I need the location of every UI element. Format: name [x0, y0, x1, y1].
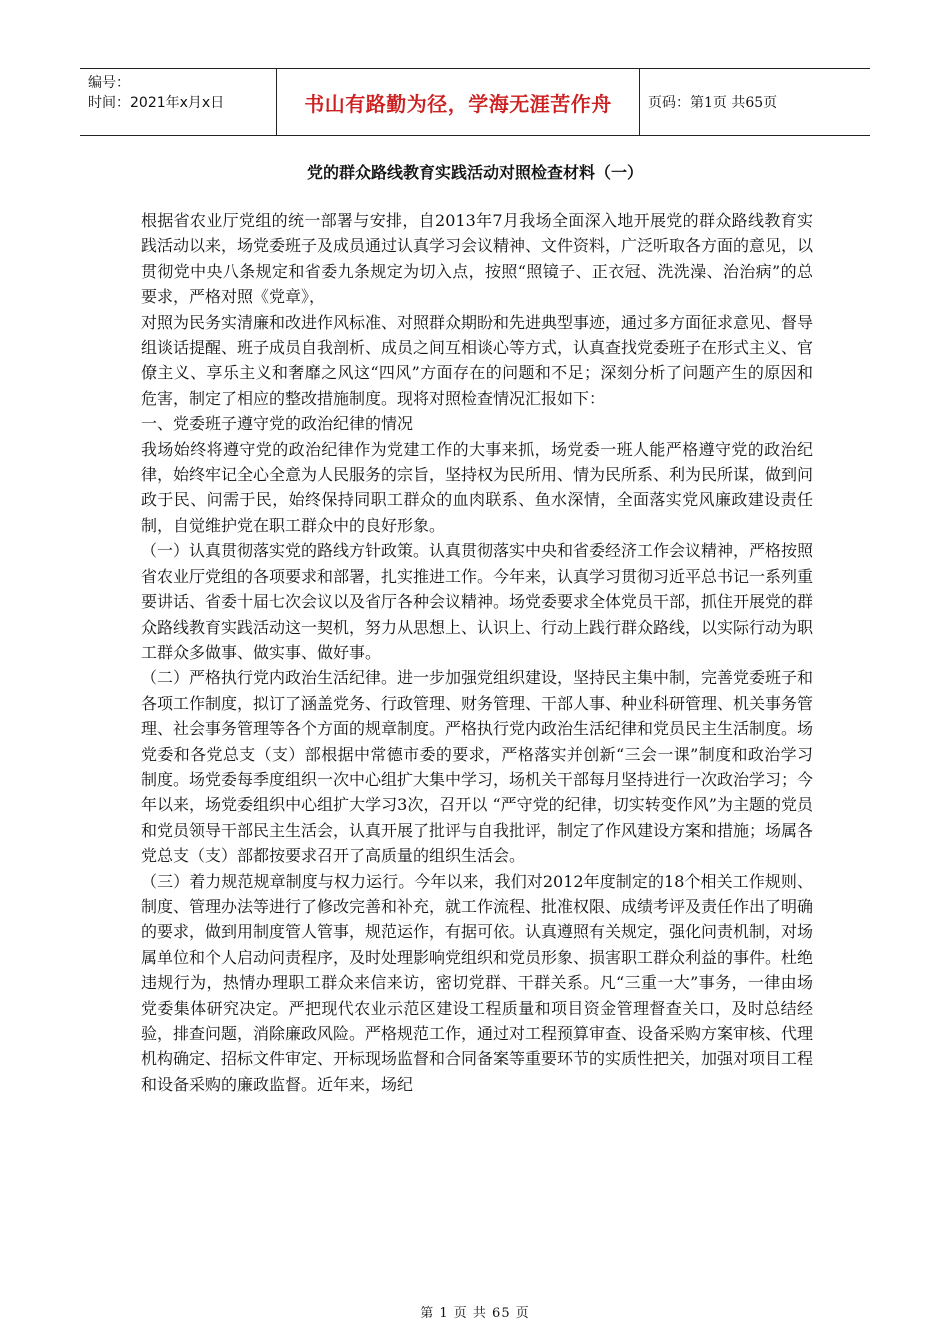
paragraph-section-1: 我场始终将遵守党的政治纪律作为党建工作的大事来抓，场党委一班人能严格遵守党的政治纪律，始终牢记全心全意为人民服务的宗旨，坚持权为民所用、情为民所系、利为民所谋，做到问政于民、问需于民，始终保持同职工群众的血肉联系、鱼水深情，全面落实党风廉政建设责任制，自觉维护党在职工群众中的良好形象。 [141, 439, 814, 535]
document-number: 编号： [88, 75, 130, 91]
document-date: 时间：2021年x月x日 [88, 95, 225, 111]
paragraph-subsection-2: （二）严格执行党内政治生活纪律。进一步加强党组织建设，坚持民主集中制，完善党委班子和各项工作制度，拟订了涵盖党务、行政管理、财务管理、干部人事、种业科研管理、机关事务管理、社会事务管理等各个方面的规章制度。严格执行党内政治生活纪律和党员民主生活制度。场党委和各党总支（支）部根据中常德市委的要求，严格落实并创新“三会一课”制度和政治学习制度。场党委每季度组织一次中心组扩大集中学习，场机关干部每月坚持进行一次政治学习；今年以来，场党委组织中心组扩大学习3次，召开以 “严守党的纪律，切实转变作风”为主题的党员和党员领导干部民主生活会，认真开展了批评与自我批评，制定了作风建设方案和措施；场属各党总支（支）部都按要求召开了高质量的组织生活会。 [141, 668, 814, 866]
paragraph-subsection-1: （一）认真贯彻落实党的路线方针政策。认真贯彻落实中央和省委经济工作会议精神，严格按照省农业厅党组的各项要求和部署，扎实推进工作。今年来，认真学习贯彻习近平总书记一系列重要讲话、省委十届七次会议以及省厅各种会议精神。场党委要求全体党员干部，抓住开展党的群众路线教育实践活动这一契机，努力从思想上、认识上、行动上践行群众路线，以实际行动为职工群众多做事、做实事、做好事。 [141, 541, 814, 662]
document-body [141, 208, 813, 1097]
document-title: 党的群众路线教育实践活动对照检查材料（一） [306, 163, 643, 182]
paragraph-subsection-3: （三）着力规范规章制度与权力运行。今年以来，我们对2012年度制定的18个相关工作规则、制度、管理办法等进行了修改完善和补充，就工作流程、批准权限、成绩考评及责任作出了明确的要求，做到用制度管人管事，规范运作，有据可依。认真遵照有关规定，强化问责机制，对场属单位和个人启动问责程序，及时处理影响党组织和党员形象、损害职工群众利益的事件。杜绝违规行为，热情办理职工群众来信来访，密切党群、干群关系。凡“三重一大”事务，一律由场党委集体研究决定。严把现代农业示范区建设工程质量和项目资金管理督查关口，及时总结经验，排查问题，消除廉政风险。严格规范工作，通过对工程预算审查、设备采购方案审核、代理机构确定、招标文件审定、开标现场监督和合同备案等重要环节的实质性把关，加强对项目工程和设备采购的廉政监督。近年来，场纪 [141, 871, 814, 1094]
paragraph-intro-continued: 对照为民务实清廉和改进作风标准、对照群众期盼和先进典型事迹，通过多方面征求意见、督导组谈话提醒、班子成员自我剖析、成员之间互相谈心等方式，认真查找党委班子在形式主义、官僚主义、享乐主义和奢靡之风这“四风”方面存在的问题和不足；深刻分析了问题产生的原因和危害，制定了相应的整改措施制度。现将对照检查情况汇报如下： [141, 312, 814, 408]
paragraph-intro: 根据省农业厅党组的统一部署与安排，自2013年7月我场全面深入地开展党的群众路线教育实践活动以来，场党委班子及成员通过认真学习会议精神、文件资料，广泛听取各方面的意见，以贯彻党中央八条规定和省委九条规定为切入点，按照“照镜子、正衣冠、洗洗澡、治治病”的总要求，严格对照《党章》， [141, 211, 814, 307]
section-heading-1: 一、党委班子遵守党的政治纪律的情况 [141, 414, 414, 434]
header-page-info: 页码：第1页 共65页 [648, 95, 778, 111]
page-footer: 第 1 页 共 65 页 [420, 1306, 530, 1321]
header-motto: 书山有路勤为径，学海无涯苦作舟 [277, 69, 640, 135]
page-header [80, 68, 870, 136]
header-meta [80, 69, 277, 135]
